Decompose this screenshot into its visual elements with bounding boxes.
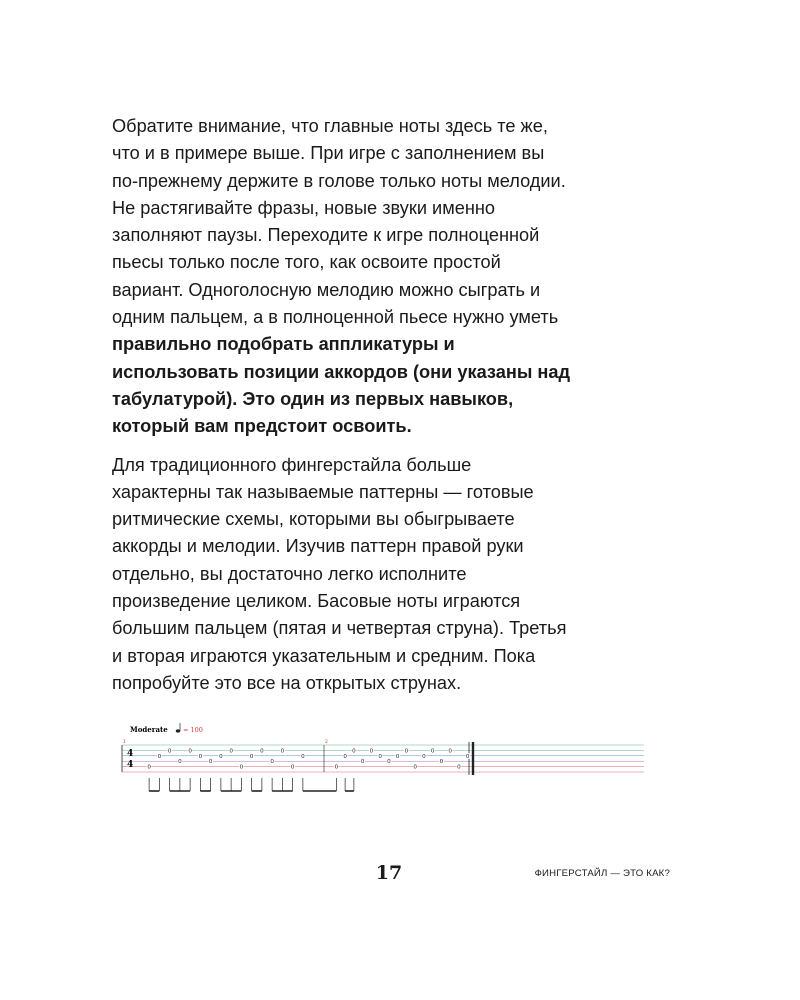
tab-fret-number: 0 [249, 753, 254, 760]
tab-fret-number: 0 [465, 753, 470, 760]
tab-fret-number: 0 [167, 748, 172, 755]
tab-fret-number: 0 [229, 748, 233, 755]
tab-fret-number: 0 [301, 753, 305, 760]
tab-fret-number: 0 [198, 753, 203, 760]
tab-fret-number: 0 [157, 753, 162, 760]
measure-number-2: 2 [325, 740, 328, 745]
running-title: ФИНГЕРСТАЙЛ — ЭТО КАК? [534, 868, 670, 879]
tempo-note-icon [176, 729, 180, 732]
tab-fret-number: 0 [404, 748, 409, 755]
tab-fret-number: 0 [290, 764, 295, 771]
tablature-figure [118, 718, 648, 800]
tab-fret-number: 0 [147, 764, 151, 771]
paragraph-1-bold-text: правильно подобрать аппликатуры и использовать позиции аккордов (они указаны над табулатурой). Это один из первых навыков, который вам предстоит освоить. [112, 334, 571, 437]
tab-fret-number: 0 [352, 748, 356, 755]
tab-fret-number: 0 [343, 753, 347, 760]
tempo-value: = 100 [183, 726, 203, 734]
time-signature-top: 4 [127, 749, 134, 759]
tab-fret-number: 0 [457, 764, 461, 771]
tab-fret-number: 0 [178, 759, 182, 766]
tab-fret-number: 0 [334, 764, 339, 771]
tab-fret-number: 0 [270, 759, 274, 766]
tab-fret-number: 0 [439, 759, 444, 766]
tab-fret-number: 0 [448, 748, 452, 755]
tempo-label: Moderate [130, 725, 168, 734]
tab-fret-number: 0 [422, 753, 426, 760]
tab-fret-number: 0 [369, 748, 374, 755]
tab-fret-number: 0 [360, 759, 365, 766]
paragraph-1 [112, 113, 574, 441]
paragraph-2-text: Для традиционного фингерстайла больше характерны так называемые паттерны — готовые ритмические схемы, которыми вы обыгрываете аккорды и мелодии. Изучив паттерн правой руки отдельно, вы достаточно легко исполните произведение целиком. Басовые ноты играются большим пальцем (пятая и четвертая струна). Третья и вторая играются указательным и средним. Пока попробуйте это все на открытых струнах. [112, 454, 567, 693]
measure-number-1: 1 [123, 740, 126, 745]
tab-fret-number: 0 [188, 748, 192, 755]
tab-fret-number: 0 [378, 753, 382, 760]
tab-fret-number: 0 [413, 764, 417, 771]
tab-fret-number: 0 [208, 759, 213, 766]
tab-fret-number: 0 [239, 764, 244, 771]
tab-fret-number: 0 [430, 748, 435, 755]
paragraph-2 [112, 452, 574, 698]
page-number: 17 [375, 862, 403, 884]
tab-fret-number: 0 [260, 748, 264, 755]
time-signature-bottom: 4 [127, 760, 134, 770]
tab-fret-number: 0 [387, 759, 391, 766]
tab-fret-number: 0 [395, 753, 400, 760]
body-text [112, 113, 574, 708]
tablature-svg [118, 718, 648, 800]
tab-fret-number: 0 [219, 753, 223, 760]
paragraph-1-text: Обратите внимание, что главные ноты здесь те же, что и в примере выше. При игре с заполнением вы по-прежнему держите в голове только ноты мелодии. Не растягивайте фразы, новые звуки именно заполняют паузы. Переходите к игре полноценной пьесы только после того, как освоите простой вариант. Одноголосную мелодию можно сыграть и одним пальцем, а в полноценной пьесе нужно уметь [112, 116, 566, 328]
tab-fret-number: 0 [280, 748, 285, 755]
